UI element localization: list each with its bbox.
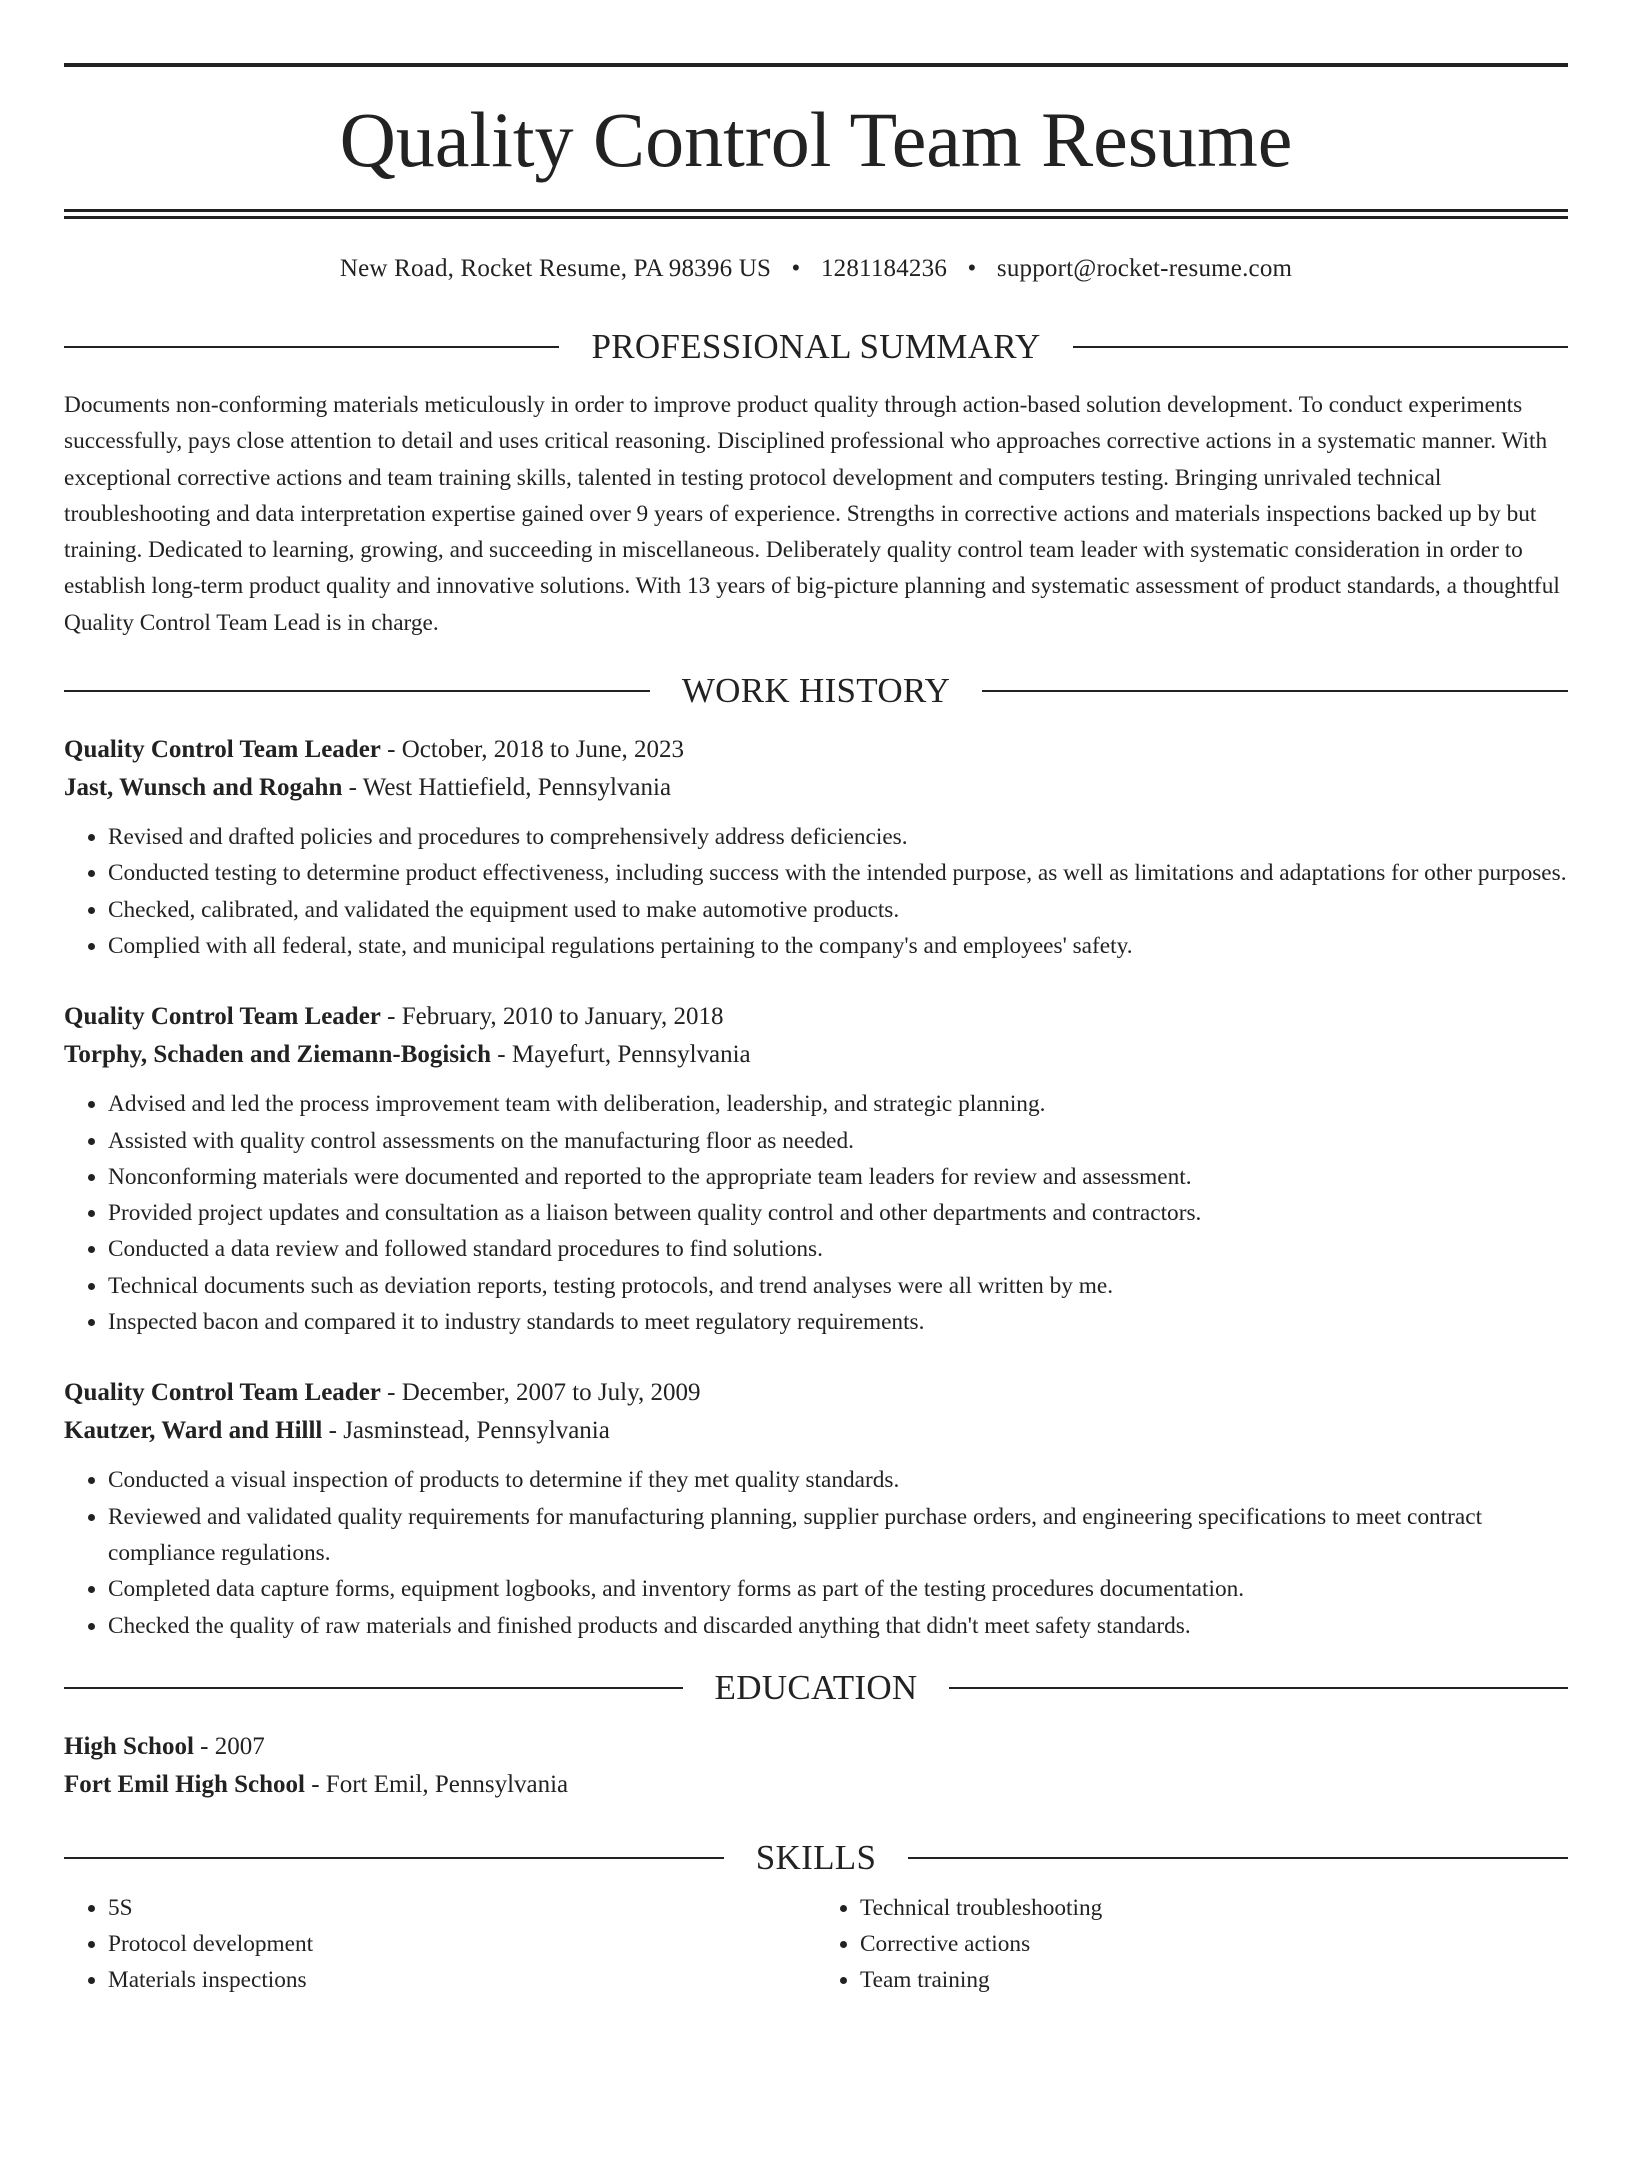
skill-item: • Team training <box>860 1962 1568 1998</box>
resume-title: Quality Control Team Resume <box>339 96 1293 183</box>
job-bullet: • Conducted a visual inspection of products to determine if they met quality standards. <box>108 1462 1568 1498</box>
job-company: Torphy, Schaden and Ziemann-Bogisich <box>64 1041 491 1069</box>
skill-item: • Protocol development <box>108 1926 816 1962</box>
section-title-education: EDUCATION <box>714 1667 918 1707</box>
job-company-line <box>64 1412 1568 1450</box>
contact-separator: • <box>967 255 977 282</box>
job-bullet: • Assisted with quality control assessments on the manufacturing floor as needed. <box>108 1123 1568 1159</box>
job-bullet: • Revised and drafted policies and procedures to comprehensively address deficiencies. <box>108 819 1568 855</box>
contact-email[interactable]: support@rocket-resume.com <box>996 255 1293 282</box>
top-rule <box>64 63 1568 67</box>
job-title-line <box>64 1374 1568 1412</box>
education-school: Fort Emil High School <box>64 1770 305 1798</box>
job-title: Quality Control Team Leader <box>64 736 381 764</box>
job-bullet: • Reviewed and validated quality requirements for manufacturing planning, supplier purchase orders, and engineering specifications to meet contract compliance regulations. <box>108 1499 1568 1572</box>
skills-list-left <box>64 1890 816 1999</box>
job-location: - Mayefurt, Pennsylvania <box>491 1041 751 1069</box>
title-double-rule <box>64 209 1568 219</box>
section-rule-right <box>1073 346 1568 348</box>
section-title-summary: PROFESSIONAL SUMMARY <box>591 327 1041 366</box>
skills-list-right <box>816 1890 1568 1999</box>
job-bullet: • Inspected bacon and compared it to industry standards to meet regulatory requirements. <box>108 1304 1568 1340</box>
education-degree-line <box>64 1728 1568 1766</box>
job-title-line <box>64 998 1568 1036</box>
skills-grid <box>64 1890 1568 1999</box>
job-bullet: • Conducted testing to determine product effectiveness, including success with the intended purpose, as well as limitations and adaptations for other purposes. <box>108 855 1568 891</box>
job-company: Kautzer, Ward and Hilll <box>64 1417 323 1445</box>
job-bullet: • Complied with all federal, state, and municipal regulations pertaining to the company's and employees' safety. <box>108 928 1568 964</box>
job-bullet: • Nonconforming materials were documented and reported to the appropriate team leaders for review and assessment. <box>108 1159 1568 1195</box>
skill-item: • Technical troubleshooting <box>860 1890 1568 1926</box>
skill-item: • 5S <box>108 1890 816 1926</box>
section-header-education <box>64 1668 1568 1708</box>
job-location: - Jasminstead, Pennsylvania <box>322 1417 610 1445</box>
job-title: Quality Control Team Leader <box>64 1003 381 1031</box>
section-header-work <box>64 671 1568 711</box>
job-bullet: • Advised and led the process improvement team with deliberation, leadership, and strategic planning. <box>108 1086 1568 1122</box>
job-bullet: • Conducted a data review and followed standard procedures to find solutions. <box>108 1231 1568 1267</box>
contact-separator: • <box>791 255 801 282</box>
job-bullets <box>64 819 1568 964</box>
resume-page <box>0 63 1632 2175</box>
job-bullet: • Provided project updates and consultation as a liaison between quality control and other departments and contractors. <box>108 1195 1568 1231</box>
section-header-summary <box>64 327 1568 367</box>
job-company: Jast, Wunsch and Rogahn <box>64 774 343 802</box>
job-title-line <box>64 731 1568 769</box>
job-dates: - December, 2007 to July, 2009 <box>380 1379 701 1407</box>
job-dates: - October, 2018 to June, 2023 <box>380 736 685 764</box>
contact-phone[interactable]: 1281184236 <box>820 255 948 282</box>
job-dates: - February, 2010 to January, 2018 <box>380 1003 724 1031</box>
job-bullet: • Checked, calibrated, and validated the equipment used to make automotive products. <box>108 892 1568 928</box>
section-rule-right <box>949 1687 1568 1689</box>
section-title-skills: SKILLS <box>755 1837 877 1877</box>
job-bullet: • Checked the quality of raw materials and finished products and discarded anything that didn't meet safety standards. <box>108 1608 1568 1644</box>
job-title: Quality Control Team Leader <box>64 1379 381 1407</box>
summary-text: Documents non-conforming materials meticulously in order to improve product quality through action-based solution development. To conduct experiments successfully, pays close attention to detail and uses critical reasoning. Disciplined professional who approaches corrective actions in a systematic manner. With exceptional corrective actions and team training skills, talented in testing protocol development and computers testing. Bringing unrivaled technical troubleshooting and data interpretation expertise gained over 9 years of experience. Strengths in corrective actions and materials inspections backed up by but training. Dedicated to learning, growing, and succeeding in miscellaneous. Deliberately quality control team leader with systematic consideration in order to establish long-term product quality and innovative solutions. With 13 years of big-picture planning and systematic assessment of product standards, a thoughtful Quality Control Team Lead is in charge. <box>64 392 1560 636</box>
job-company-line <box>64 769 1568 807</box>
contact-address: New Road, Rocket Resume, PA 98396 US <box>339 255 772 282</box>
contact-line <box>64 255 1568 283</box>
education-year: - 2007 <box>193 1732 265 1760</box>
job-entry <box>64 998 1568 1340</box>
skill-item: • Corrective actions <box>860 1926 1568 1962</box>
skill-item: • Materials inspections <box>108 1962 816 1998</box>
section-title-work: WORK HISTORY <box>681 671 951 711</box>
job-entry <box>64 1374 1568 1643</box>
education-location: - Fort Emil, Pennsylvania <box>304 1770 569 1798</box>
education-degree: High School <box>64 1732 194 1760</box>
section-rule-right <box>982 690 1568 692</box>
section-rule-left <box>64 346 559 348</box>
job-bullet: • Technical documents such as deviation reports, testing protocols, and trend analyses were all written by me. <box>108 1268 1568 1304</box>
job-entry <box>64 731 1568 964</box>
education-school-line <box>64 1766 1568 1804</box>
section-rule-left <box>64 1857 724 1859</box>
section-rule-right <box>908 1857 1568 1859</box>
job-company-line <box>64 1036 1568 1074</box>
job-bullets <box>64 1086 1568 1340</box>
section-rule-left <box>64 690 650 692</box>
job-bullets <box>64 1462 1568 1643</box>
job-bullet: • Completed data capture forms, equipment logbooks, and inventory forms as part of the testing procedures documentation. <box>108 1571 1568 1607</box>
section-header-skills <box>64 1838 1568 1878</box>
section-rule-left <box>64 1687 683 1689</box>
job-location: - West Hattiefield, Pennsylvania <box>342 774 672 802</box>
